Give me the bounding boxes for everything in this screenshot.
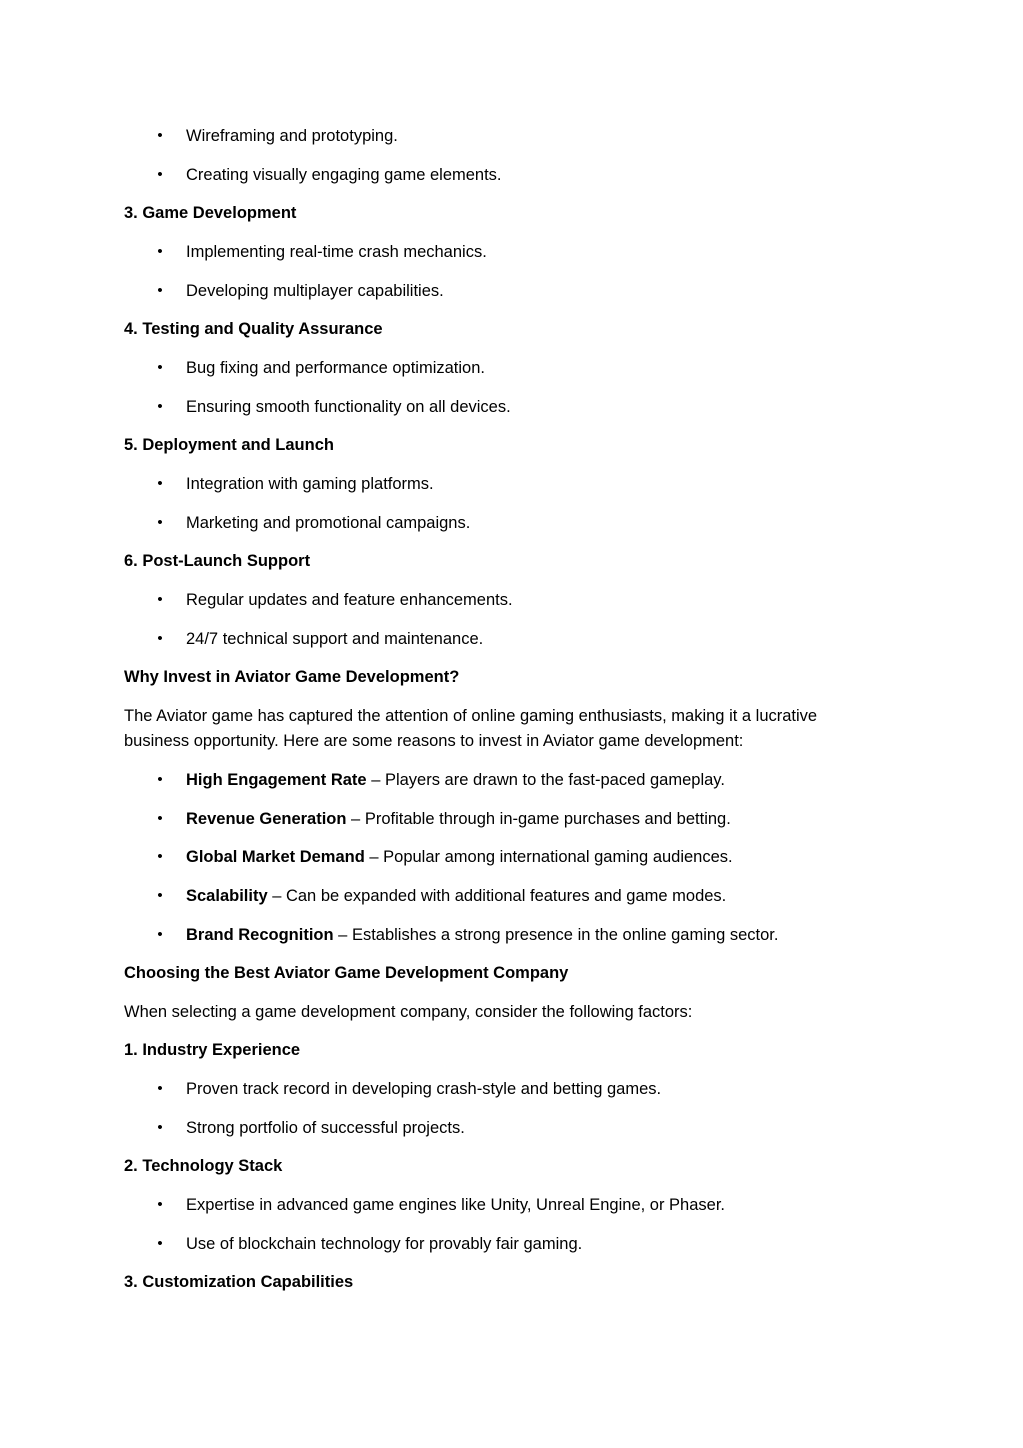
list-item bbox=[0, 924, 1023, 946]
list-item bbox=[0, 473, 1023, 495]
list-item bbox=[0, 885, 1023, 907]
list-item-text: Developing multiplayer capabilities. bbox=[186, 282, 444, 300]
bullet-icon: • bbox=[157, 591, 163, 608]
bullet-icon: • bbox=[157, 359, 163, 376]
list-item-text: Use of blockchain technology for provably fair gaming. bbox=[186, 1235, 583, 1253]
section-heading: 3. Customization Capabilities bbox=[124, 1273, 354, 1291]
list-item-desc: – Profitable through in-game purchases and betting. bbox=[346, 810, 731, 828]
list-item bbox=[0, 846, 1023, 868]
list-item-desc: – Players are drawn to the fast-paced gameplay. bbox=[366, 771, 725, 789]
list-item-text: Bug fixing and performance optimization. bbox=[186, 359, 485, 377]
bullet-icon: • bbox=[157, 887, 163, 904]
list-item bbox=[0, 1078, 1023, 1100]
list-item bbox=[0, 769, 1023, 791]
bullet-icon: • bbox=[157, 926, 163, 943]
list-item-text: Wireframing and prototyping. bbox=[186, 127, 398, 145]
list-item bbox=[0, 164, 1023, 186]
list-item-term: Revenue Generation bbox=[186, 810, 347, 828]
section-heading: 4. Testing and Quality Assurance bbox=[124, 320, 383, 338]
list-item-term: Global Market Demand bbox=[186, 848, 365, 866]
bullet-icon: • bbox=[157, 771, 163, 788]
list-item-text: Integration with gaming platforms. bbox=[186, 475, 434, 493]
list-item bbox=[0, 396, 1023, 418]
bullet-icon: • bbox=[157, 630, 163, 647]
section-heading: 1. Industry Experience bbox=[124, 1041, 301, 1059]
list-item bbox=[0, 1117, 1023, 1139]
list-item-term: Brand Recognition bbox=[186, 926, 334, 944]
section-heading: Why Invest in Aviator Game Development? bbox=[124, 668, 460, 686]
list-item bbox=[0, 1194, 1023, 1216]
list-item-text bbox=[186, 924, 778, 946]
list-item bbox=[0, 241, 1023, 263]
list-item-desc: – Establishes a strong presence in the online gaming sector. bbox=[333, 926, 779, 944]
bullet-icon: • bbox=[157, 398, 163, 415]
section-heading: 3. Game Development bbox=[124, 204, 297, 222]
bullet-icon: • bbox=[157, 1080, 163, 1097]
list-item-text: Strong portfolio of successful projects. bbox=[186, 1119, 465, 1137]
list-item-text: Implementing real-time crash mechanics. bbox=[186, 243, 487, 261]
list-item bbox=[0, 125, 1023, 147]
list-item bbox=[0, 357, 1023, 379]
bullet-icon: • bbox=[157, 810, 163, 827]
list-item-text: Expertise in advanced game engines like Unity, Unreal Engine, or Phaser. bbox=[186, 1196, 725, 1214]
bullet-icon: • bbox=[157, 166, 163, 183]
list-item-desc: – Can be expanded with additional features and game modes. bbox=[267, 887, 727, 905]
bullet-icon: • bbox=[157, 475, 163, 492]
bullet-icon: • bbox=[157, 1119, 163, 1136]
list-item bbox=[0, 1233, 1023, 1255]
list-item-text: Marketing and promotional campaigns. bbox=[186, 514, 471, 532]
paragraph-line: The Aviator game has captured the attention of online gaming enthusiasts, making it a lucrative bbox=[124, 707, 818, 725]
list-item-text: 24/7 technical support and maintenance. bbox=[186, 630, 484, 648]
list-item bbox=[0, 589, 1023, 611]
bullet-icon: • bbox=[157, 1235, 163, 1252]
section-heading: 2. Technology Stack bbox=[124, 1157, 283, 1175]
bullet-icon: • bbox=[157, 243, 163, 260]
list-item-text bbox=[186, 808, 731, 830]
list-item-text: Proven track record in developing crash-style and betting games. bbox=[186, 1080, 662, 1098]
bullet-icon: • bbox=[157, 848, 163, 865]
section-heading: Choosing the Best Aviator Game Development Company bbox=[124, 964, 569, 982]
section-heading: 5. Deployment and Launch bbox=[124, 436, 334, 454]
bullet-icon: • bbox=[157, 127, 163, 144]
list-item bbox=[0, 628, 1023, 650]
list-item bbox=[0, 512, 1023, 534]
list-item-text bbox=[186, 846, 733, 868]
list-item-term: High Engagement Rate bbox=[186, 771, 367, 789]
bullet-icon: • bbox=[157, 1196, 163, 1213]
bullet-icon: • bbox=[157, 282, 163, 299]
list-item-text bbox=[186, 885, 726, 907]
paragraph-line: When selecting a game development company, consider the following factors: bbox=[124, 1003, 693, 1021]
bullet-icon: • bbox=[157, 514, 163, 531]
list-item-text: Regular updates and feature enhancements. bbox=[186, 591, 513, 609]
list-item bbox=[0, 808, 1023, 830]
list-item-text bbox=[186, 769, 725, 791]
list-item-text: Creating visually engaging game elements. bbox=[186, 166, 502, 184]
list-item bbox=[0, 280, 1023, 302]
list-item-desc: – Popular among international gaming audiences. bbox=[364, 848, 733, 866]
paragraph-line: business opportunity. Here are some reasons to invest in Aviator game development: bbox=[124, 732, 744, 750]
list-item-text: Ensuring smooth functionality on all devices. bbox=[186, 398, 511, 416]
list-item-term: Scalability bbox=[186, 887, 268, 905]
section-heading: 6. Post-Launch Support bbox=[124, 552, 311, 570]
